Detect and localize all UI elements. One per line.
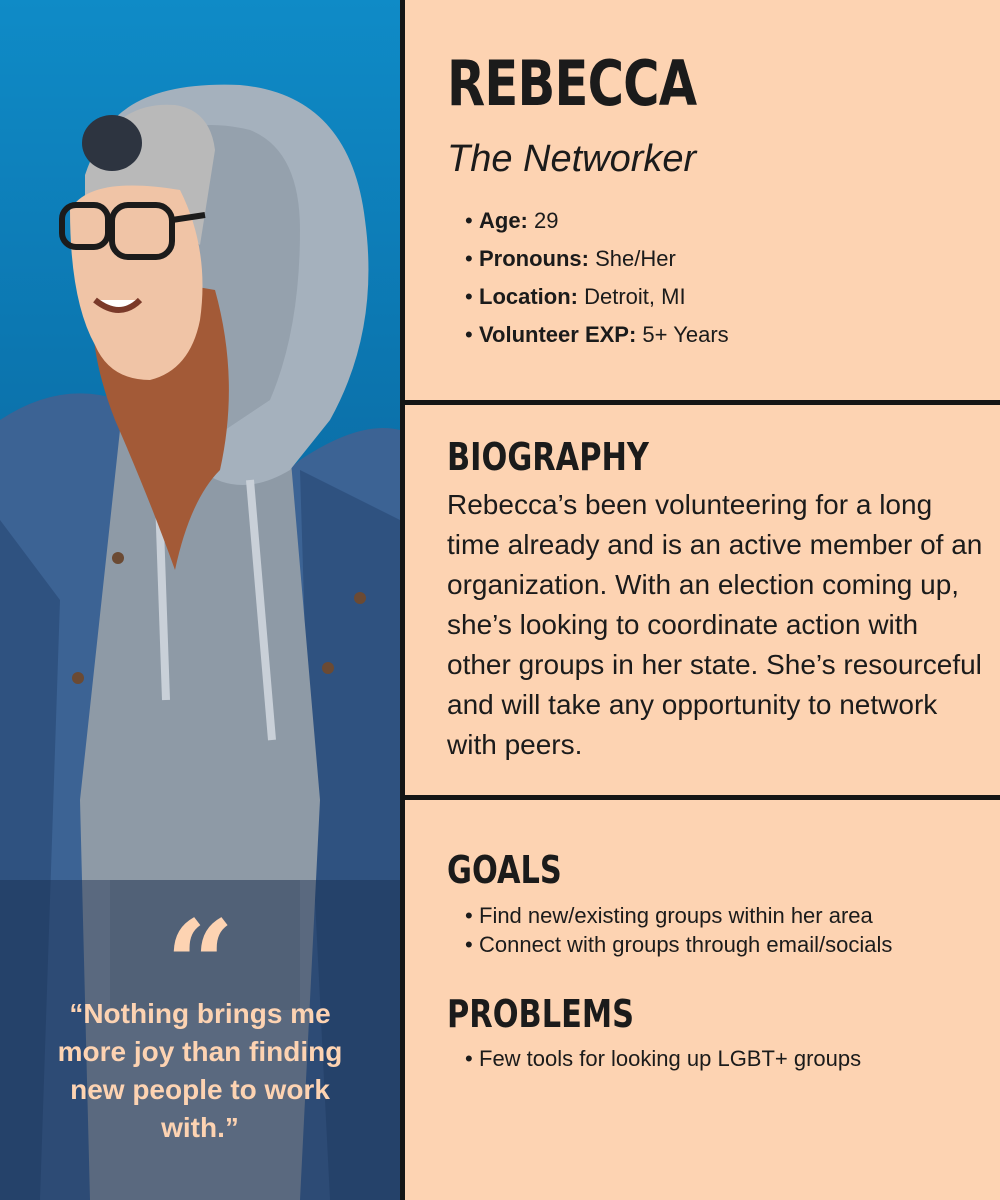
list-item: • Connect with groups through email/socials — [465, 930, 892, 959]
list-item: • Find new/existing groups within her area — [465, 901, 892, 930]
list-item: • Few tools for looking up LGBT+ groups — [465, 1044, 861, 1073]
detail-age: • Age: 29 — [465, 202, 729, 240]
biography-text: Rebecca’s been volunteering for a long time already and is an active member of an organization. With an election coming up, she’s looking to coordinate action with other groups in her state. She’s resourceful and will take any opportunity to network with peers. — [447, 489, 983, 760]
problems-list — [465, 1044, 861, 1073]
detail-volunteer-exp: • Volunteer EXP: 5+ Years — [465, 316, 729, 354]
profile-section — [405, 0, 1000, 400]
persona-name: REBECCA — [447, 47, 697, 120]
goals-list — [465, 901, 892, 959]
detail-location: • Location: Detroit, MI — [465, 278, 729, 316]
biography-section — [405, 405, 1000, 795]
persona-details — [465, 202, 729, 354]
detail-pronouns: • Pronouns: She/Her — [465, 240, 729, 278]
persona-photo — [0, 0, 400, 1200]
persona-quote: “Nothing brings me more joy than finding new people to work with.” — [57, 998, 343, 1143]
goals-title: GOALS — [447, 848, 562, 892]
goals-problems-section — [405, 800, 1000, 1200]
quote-mark-icon: “ — [165, 894, 235, 1035]
problems-title: PROBLEMS — [447, 992, 634, 1036]
biography-title: BIOGRAPHY — [447, 435, 649, 479]
persona-subtitle: The Networker — [447, 138, 697, 180]
